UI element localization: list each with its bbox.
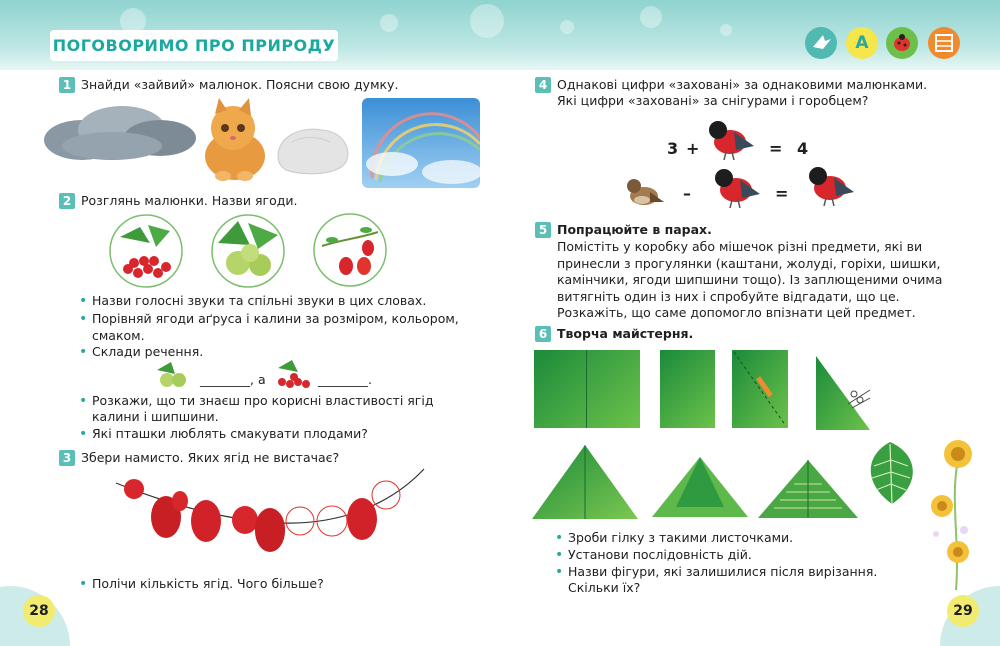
list-item: • Назви голосні звуки та спільні звуки в цих словах. [92, 293, 426, 309]
bullfinch-icon [804, 162, 856, 208]
paper-fold-line [586, 350, 587, 428]
striped-triangle-image [756, 458, 860, 520]
abacus-icon [928, 27, 960, 59]
equation-digit: 3 [667, 139, 679, 158]
triangle-leaf-image [530, 443, 640, 521]
sparrow-icon [622, 172, 666, 212]
triangle-folded-image [650, 455, 750, 521]
sentence-blank: ________, а [200, 372, 266, 387]
task-number: 2 [59, 193, 75, 209]
rosehip-image [310, 210, 390, 288]
bird-icon [805, 27, 837, 59]
task-text: витягніть один із них і спробуйте відгадати, що це. [557, 289, 900, 304]
task-number: 6 [535, 326, 551, 342]
task-text: Які цифри «заховані» за снігурами і горобцем? [557, 93, 869, 108]
equation-equals: = [775, 184, 789, 203]
gooseberries-image [208, 213, 288, 289]
task-text: Розглянь малюнки. Назви ягоди. [81, 193, 298, 208]
gooseberry-small-icon [153, 360, 191, 390]
list-item: • Назви фігури, які залишилися після вирізання. [568, 564, 877, 580]
equation-plus: + [686, 139, 700, 158]
list-item: • Порівняй ягоди аґруса і калини за розміром, кольором, [92, 311, 459, 327]
task-number: 4 [535, 77, 551, 93]
list-item: • Склади речення. [92, 344, 203, 360]
sentence-end: ________. [318, 372, 372, 387]
task-text: Помістіть у коробку або мішечок різні предмети, які ви [557, 239, 923, 254]
equation-minus: – [683, 184, 691, 203]
list-item: • Зроби гілку з такими листочками. [568, 530, 793, 546]
equation-result: 4 [797, 139, 809, 158]
task-text: Збери намисто. Яких ягід не вистачає? [81, 450, 340, 465]
list-item-continuation: смаком. [92, 328, 145, 343]
page-title: ПОГОВОРИМО ПРО ПРИРОДУ [50, 30, 338, 61]
bullfinch-icon [704, 116, 756, 162]
task-text: камінчики, ягоди шипшини тощо). Із заплющеними очима [557, 272, 943, 287]
task-number: 1 [59, 77, 75, 93]
task-text: принесли з прогулянки (каштани, жолуді, горіхи, шишки, [557, 256, 941, 271]
equation-equals: = [769, 139, 783, 158]
kitten-image [193, 96, 273, 184]
task-text: Розкажіть, що саме допомогло впізнати цей предмет. [557, 305, 916, 320]
bullfinch-icon [710, 164, 762, 210]
task-title: Творча майстерня. [557, 326, 694, 341]
task-title: Попрацюйте в парах. [557, 222, 712, 237]
rainbow-sky-image [362, 98, 480, 188]
task-number: 5 [535, 222, 551, 238]
viburnum-berries-image [106, 213, 186, 289]
paper-cut-image [814, 354, 874, 432]
berry-necklace-image [110, 465, 430, 565]
paper-half-fold-image [660, 350, 715, 428]
paper-mark-image [732, 350, 790, 430]
task-text: Однакові цифри «заховані» за однаковими малюнками. [557, 77, 928, 92]
cloud-image [42, 100, 200, 166]
page-number: 28 [23, 595, 55, 627]
list-item-continuation: калини і шипшини. [92, 409, 219, 424]
letter-a-icon: A [846, 27, 878, 59]
list-item: • Установи послідовність дій. [568, 547, 752, 563]
task-number: 3 [59, 450, 75, 466]
paper-leaf-image [860, 440, 926, 508]
viburnum-small-icon [272, 358, 312, 390]
stone-image [272, 122, 354, 178]
list-item: • Полічи кількість ягід. Чого більше? [92, 576, 324, 592]
list-item: • Які пташки люблять смакувати плодами? [92, 426, 368, 442]
paper-square-image [534, 350, 640, 428]
ladybug-icon [886, 27, 918, 59]
list-item-continuation: Скільки їх? [568, 580, 641, 595]
task-text: Знайди «зайвий» малюнок. Поясни свою думку. [81, 77, 399, 92]
list-item: • Розкажи, що ти знаєш про корисні властивості ягід [92, 393, 434, 409]
page-number: 29 [947, 595, 979, 627]
